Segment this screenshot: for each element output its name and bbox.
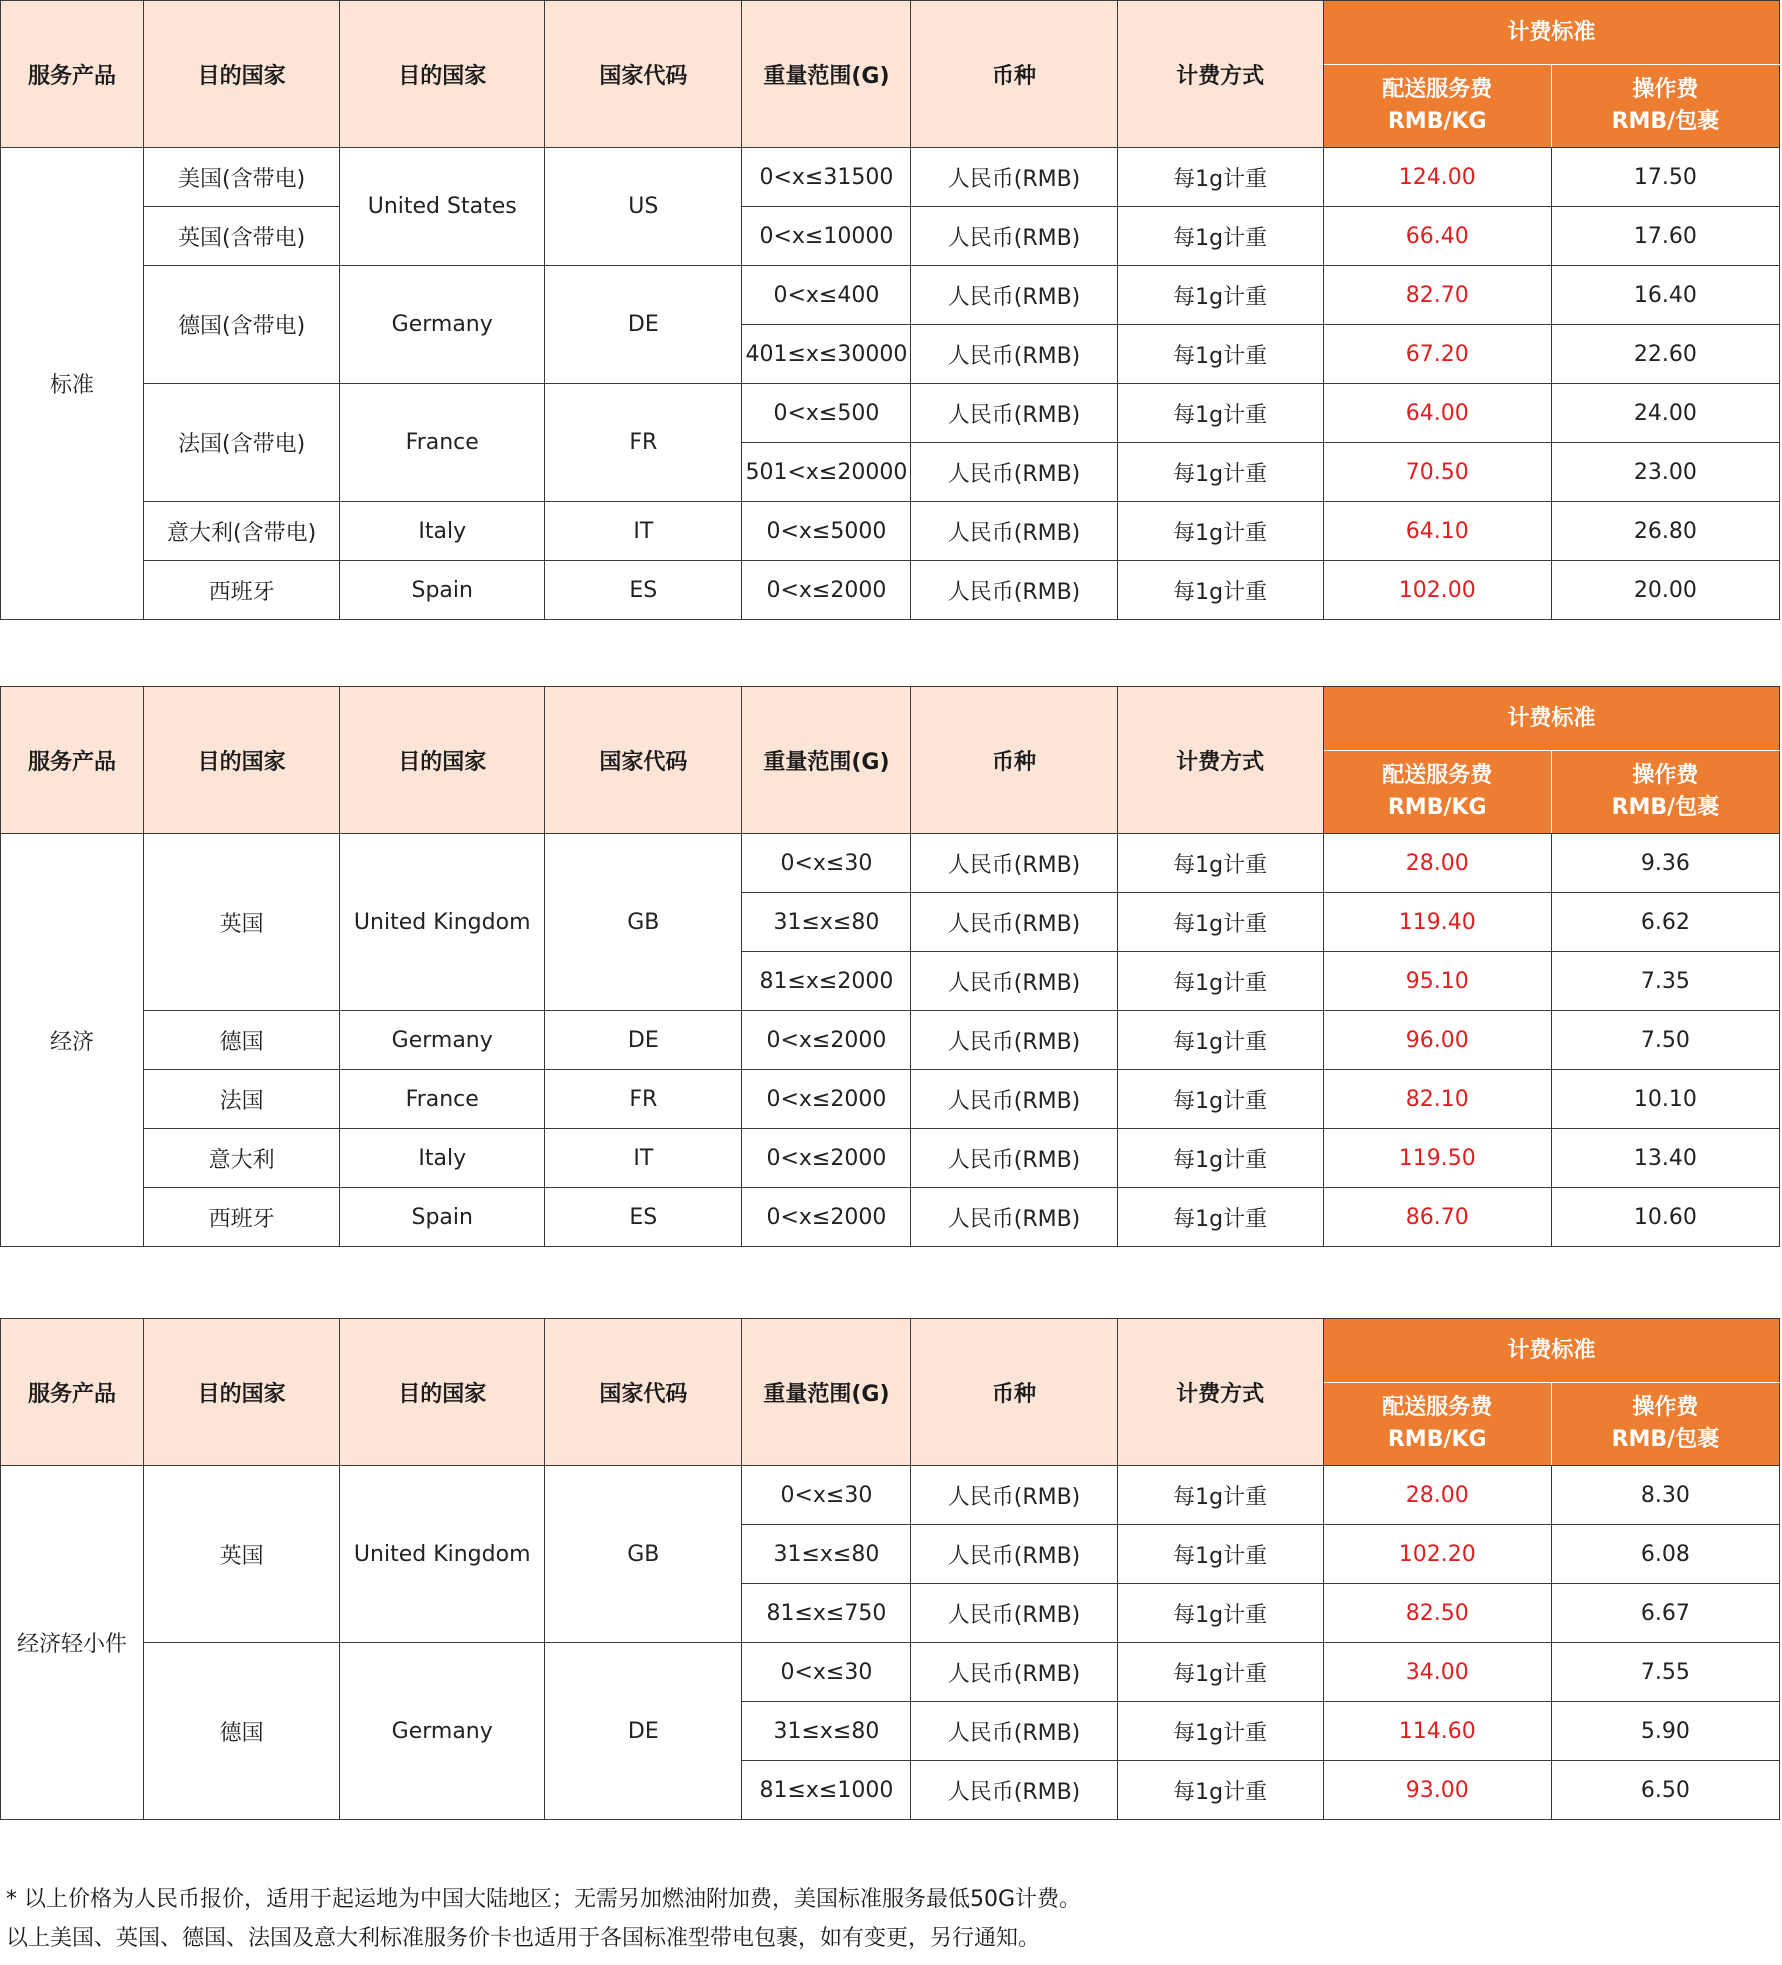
country-en-cell: France: [340, 384, 545, 502]
currency-cell: 人民币(RMB): [911, 1525, 1117, 1584]
weight-range-cell: 0<x≤2000: [742, 561, 911, 620]
billing-method-cell: 每1g计重: [1117, 266, 1323, 325]
billing-method-cell: 每1g计重: [1117, 443, 1323, 502]
country-en-cell: Germany: [340, 1643, 545, 1820]
handling-fee-cell: 10.10: [1551, 1070, 1779, 1129]
country-en-cell: United Kingdom: [340, 1466, 545, 1643]
billing-method-cell: 每1g计重: [1117, 1011, 1323, 1070]
table-row: [1, 1466, 1780, 1525]
header-handling-fee-unit: RMB/包裹: [1611, 109, 1720, 134]
table-row: [1, 148, 1780, 207]
header-country-code: 国家代码: [545, 687, 742, 834]
billing-method-cell: 每1g计重: [1117, 1525, 1323, 1584]
weight-range-cell: 0<x≤10000: [742, 207, 911, 266]
delivery-fee-cell: 119.40: [1323, 893, 1551, 952]
currency-cell: 人民币(RMB): [911, 1466, 1117, 1525]
country-code-cell: IT: [545, 1129, 742, 1188]
country-code-cell: IT: [545, 502, 742, 561]
header-handling-fee-label: 操作费: [1632, 77, 1699, 102]
header-destination-country-en: 目的国家: [340, 687, 545, 834]
header-delivery-fee-label: 配送服务费: [1382, 763, 1493, 788]
table-row: [1, 1070, 1780, 1129]
weight-range-cell: 0<x≤30: [742, 1466, 911, 1525]
country-code-cell: DE: [545, 1011, 742, 1070]
header-delivery-fee-label: 配送服务费: [1382, 77, 1493, 102]
currency-cell: 人民币(RMB): [911, 1643, 1117, 1702]
delivery-fee-cell: 70.50: [1323, 443, 1551, 502]
delivery-fee-cell: 82.70: [1323, 266, 1551, 325]
handling-fee-cell: 24.00: [1551, 384, 1779, 443]
weight-range-cell: 0<x≤400: [742, 266, 911, 325]
delivery-fee-cell: 86.70: [1323, 1188, 1551, 1247]
table-row: [1, 502, 1780, 561]
currency-cell: 人民币(RMB): [911, 325, 1117, 384]
table-row: [1, 384, 1780, 443]
rate-table: [0, 0, 1780, 620]
billing-method-cell: 每1g计重: [1117, 148, 1323, 207]
table-row: [1, 1188, 1780, 1247]
footnote-2: 以上美国、英国、德国、法国及意大利标准服务价卡也适用于各国标准型带电包裹，如有变更，另行通知。: [6, 1926, 1041, 1951]
currency-cell: 人民币(RMB): [911, 502, 1117, 561]
handling-fee-cell: 20.00: [1551, 561, 1779, 620]
header-handling-fee: [1551, 1383, 1779, 1466]
country-cn-cell: 美国(含带电): [144, 148, 340, 207]
header-currency: 币种: [911, 687, 1117, 834]
currency-cell: 人民币(RMB): [911, 148, 1117, 207]
currency-cell: 人民币(RMB): [911, 1702, 1117, 1761]
billing-method-cell: 每1g计重: [1117, 1466, 1323, 1525]
header-delivery-fee-label: 配送服务费: [1382, 1395, 1493, 1420]
weight-range-cell: 81≤x≤1000: [742, 1761, 911, 1820]
delivery-fee-cell: 102.20: [1323, 1525, 1551, 1584]
weight-range-cell: 0<x≤2000: [742, 1070, 911, 1129]
country-cn-cell: 德国: [144, 1011, 340, 1070]
delivery-fee-cell: 95.10: [1323, 952, 1551, 1011]
header-service-product: 服务产品: [1, 1, 144, 148]
weight-range-cell: 0<x≤31500: [742, 148, 911, 207]
header-service-product: 服务产品: [1, 1319, 144, 1466]
country-code-cell: FR: [545, 384, 742, 502]
rate-table: [0, 1318, 1780, 1820]
country-cn-cell: 德国: [144, 1643, 340, 1820]
currency-cell: 人民币(RMB): [911, 1761, 1117, 1820]
billing-method-cell: 每1g计重: [1117, 1702, 1323, 1761]
table-row: [1, 1011, 1780, 1070]
billing-method-cell: 每1g计重: [1117, 1070, 1323, 1129]
weight-range-cell: 0<x≤5000: [742, 502, 911, 561]
table-row: [1, 834, 1780, 893]
weight-range-cell: 401≤x≤30000: [742, 325, 911, 384]
table-row: [1, 1129, 1780, 1188]
currency-cell: 人民币(RMB): [911, 561, 1117, 620]
country-code-cell: DE: [545, 266, 742, 384]
currency-cell: 人民币(RMB): [911, 207, 1117, 266]
billing-method-cell: 每1g计重: [1117, 1188, 1323, 1247]
country-en-cell: Italy: [340, 1129, 545, 1188]
country-en-cell: United Kingdom: [340, 834, 545, 1011]
header-delivery-fee: [1323, 751, 1551, 834]
country-en-cell: United States: [340, 148, 545, 266]
currency-cell: 人民币(RMB): [911, 1188, 1117, 1247]
delivery-fee-cell: 28.00: [1323, 1466, 1551, 1525]
handling-fee-cell: 26.80: [1551, 502, 1779, 561]
currency-cell: 人民币(RMB): [911, 893, 1117, 952]
header-handling-fee-label: 操作费: [1632, 763, 1699, 788]
country-code-cell: GB: [545, 834, 742, 1011]
delivery-fee-cell: 82.10: [1323, 1070, 1551, 1129]
header-currency: 币种: [911, 1319, 1117, 1466]
billing-method-cell: 每1g计重: [1117, 893, 1323, 952]
handling-fee-cell: 6.67: [1551, 1584, 1779, 1643]
header-billing-method: 计费方式: [1117, 687, 1323, 834]
country-cn-cell: 英国(含带电): [144, 207, 340, 266]
header-weight-range: 重量范围(G): [742, 1, 911, 148]
currency-cell: 人民币(RMB): [911, 1070, 1117, 1129]
header-pricing-standard: 计费标准: [1323, 1319, 1779, 1383]
currency-cell: 人民币(RMB): [911, 266, 1117, 325]
country-cn-cell: 英国: [144, 1466, 340, 1643]
country-cn-cell: 法国: [144, 1070, 340, 1129]
billing-method-cell: 每1g计重: [1117, 1643, 1323, 1702]
weight-range-cell: 31≤x≤80: [742, 893, 911, 952]
country-cn-cell: 意大利: [144, 1129, 340, 1188]
service-product-cell: 经济: [1, 834, 144, 1247]
country-en-cell: Germany: [340, 266, 545, 384]
handling-fee-cell: 22.60: [1551, 325, 1779, 384]
table-row: [1, 561, 1780, 620]
delivery-fee-cell: 124.00: [1323, 148, 1551, 207]
delivery-fee-cell: 82.50: [1323, 1584, 1551, 1643]
header-delivery-fee-unit: RMB/KG: [1387, 1427, 1487, 1452]
delivery-fee-cell: 93.00: [1323, 1761, 1551, 1820]
weight-range-cell: 0<x≤2000: [742, 1188, 911, 1247]
handling-fee-cell: 6.62: [1551, 893, 1779, 952]
weight-range-cell: 0<x≤30: [742, 1643, 911, 1702]
header-delivery-fee: [1323, 1383, 1551, 1466]
billing-method-cell: 每1g计重: [1117, 952, 1323, 1011]
country-en-cell: France: [340, 1070, 545, 1129]
currency-cell: 人民币(RMB): [911, 1584, 1117, 1643]
weight-range-cell: 0<x≤2000: [742, 1129, 911, 1188]
header-destination-country-cn: 目的国家: [144, 687, 340, 834]
service-product-cell: 经济轻小件: [1, 1466, 144, 1820]
header-handling-fee-label: 操作费: [1632, 1395, 1699, 1420]
country-cn-cell: 西班牙: [144, 561, 340, 620]
header-country-code: 国家代码: [545, 1319, 742, 1466]
header-handling-fee: [1551, 751, 1779, 834]
handling-fee-cell: 16.40: [1551, 266, 1779, 325]
header-service-product: 服务产品: [1, 687, 144, 834]
header-billing-method: 计费方式: [1117, 1319, 1323, 1466]
delivery-fee-cell: 34.00: [1323, 1643, 1551, 1702]
country-code-cell: US: [545, 148, 742, 266]
country-en-cell: Italy: [340, 502, 545, 561]
table-row: [1, 1643, 1780, 1702]
delivery-fee-cell: 102.00: [1323, 561, 1551, 620]
header-currency: 币种: [911, 1, 1117, 148]
header-delivery-fee-unit: RMB/KG: [1387, 109, 1487, 134]
weight-range-cell: 501<x≤20000: [742, 443, 911, 502]
weight-range-cell: 0<x≤500: [742, 384, 911, 443]
currency-cell: 人民币(RMB): [911, 1129, 1117, 1188]
country-cn-cell: 意大利(含带电): [144, 502, 340, 561]
weight-range-cell: 0<x≤2000: [742, 1011, 911, 1070]
billing-method-cell: 每1g计重: [1117, 502, 1323, 561]
weight-range-cell: 81≤x≤750: [742, 1584, 911, 1643]
table-row: [1, 207, 1780, 266]
header-delivery-fee: [1323, 65, 1551, 148]
country-cn-cell: 英国: [144, 834, 340, 1011]
header-billing-method: 计费方式: [1117, 1, 1323, 148]
delivery-fee-cell: 67.20: [1323, 325, 1551, 384]
currency-cell: 人民币(RMB): [911, 443, 1117, 502]
country-en-cell: Spain: [340, 1188, 545, 1247]
header-weight-range: 重量范围(G): [742, 1319, 911, 1466]
header-handling-fee-unit: RMB/包裹: [1611, 795, 1720, 820]
billing-method-cell: 每1g计重: [1117, 1761, 1323, 1820]
weight-range-cell: 31≤x≤80: [742, 1525, 911, 1584]
handling-fee-cell: 6.50: [1551, 1761, 1779, 1820]
handling-fee-cell: 23.00: [1551, 443, 1779, 502]
country-cn-cell: 法国(含带电): [144, 384, 340, 502]
country-cn-cell: 德国(含带电): [144, 266, 340, 384]
billing-method-cell: 每1g计重: [1117, 1129, 1323, 1188]
header-pricing-standard: 计费标准: [1323, 687, 1779, 751]
header-destination-country-en: 目的国家: [340, 1, 545, 148]
delivery-fee-cell: 64.10: [1323, 502, 1551, 561]
handling-fee-cell: 7.55: [1551, 1643, 1779, 1702]
table-row: [1, 266, 1780, 325]
header-handling-fee-unit: RMB/包裹: [1611, 1427, 1720, 1452]
header-handling-fee: [1551, 65, 1779, 148]
currency-cell: 人民币(RMB): [911, 952, 1117, 1011]
handling-fee-cell: 7.35: [1551, 952, 1779, 1011]
handling-fee-cell: 7.50: [1551, 1011, 1779, 1070]
weight-range-cell: 31≤x≤80: [742, 1702, 911, 1761]
handling-fee-cell: 5.90: [1551, 1702, 1779, 1761]
header-pricing-standard: 计费标准: [1323, 1, 1779, 65]
handling-fee-cell: 10.60: [1551, 1188, 1779, 1247]
handling-fee-cell: 13.40: [1551, 1129, 1779, 1188]
handling-fee-cell: 9.36: [1551, 834, 1779, 893]
delivery-fee-cell: 28.00: [1323, 834, 1551, 893]
billing-method-cell: 每1g计重: [1117, 325, 1323, 384]
delivery-fee-cell: 66.40: [1323, 207, 1551, 266]
country-en-cell: Germany: [340, 1011, 545, 1070]
country-cn-cell: 西班牙: [144, 1188, 340, 1247]
country-code-cell: ES: [545, 561, 742, 620]
header-weight-range: 重量范围(G): [742, 687, 911, 834]
weight-range-cell: 81≤x≤2000: [742, 952, 911, 1011]
billing-method-cell: 每1g计重: [1117, 834, 1323, 893]
billing-method-cell: 每1g计重: [1117, 1584, 1323, 1643]
country-code-cell: DE: [545, 1643, 742, 1820]
delivery-fee-cell: 119.50: [1323, 1129, 1551, 1188]
handling-fee-cell: 17.60: [1551, 207, 1779, 266]
country-code-cell: ES: [545, 1188, 742, 1247]
country-en-cell: Spain: [340, 561, 545, 620]
handling-fee-cell: 6.08: [1551, 1525, 1779, 1584]
service-product-cell: 标准: [1, 148, 144, 620]
country-code-cell: FR: [545, 1070, 742, 1129]
header-destination-country-cn: 目的国家: [144, 1319, 340, 1466]
handling-fee-cell: 17.50: [1551, 148, 1779, 207]
billing-method-cell: 每1g计重: [1117, 384, 1323, 443]
delivery-fee-cell: 96.00: [1323, 1011, 1551, 1070]
header-destination-country-cn: 目的国家: [144, 1, 340, 148]
weight-range-cell: 0<x≤30: [742, 834, 911, 893]
delivery-fee-cell: 64.00: [1323, 384, 1551, 443]
handling-fee-cell: 8.30: [1551, 1466, 1779, 1525]
currency-cell: 人民币(RMB): [911, 384, 1117, 443]
currency-cell: 人民币(RMB): [911, 834, 1117, 893]
billing-method-cell: 每1g计重: [1117, 561, 1323, 620]
rate-table: [0, 686, 1780, 1247]
header-country-code: 国家代码: [545, 1, 742, 148]
header-delivery-fee-unit: RMB/KG: [1387, 795, 1487, 820]
header-destination-country-en: 目的国家: [340, 1319, 545, 1466]
country-code-cell: GB: [545, 1466, 742, 1643]
currency-cell: 人民币(RMB): [911, 1011, 1117, 1070]
footnote-1: * 以上价格为人民币报价，适用于起运地为中国大陆地区；无需另加燃油附加费，美国标准服务最低50G计费。: [6, 1887, 1082, 1912]
billing-method-cell: 每1g计重: [1117, 207, 1323, 266]
delivery-fee-cell: 114.60: [1323, 1702, 1551, 1761]
